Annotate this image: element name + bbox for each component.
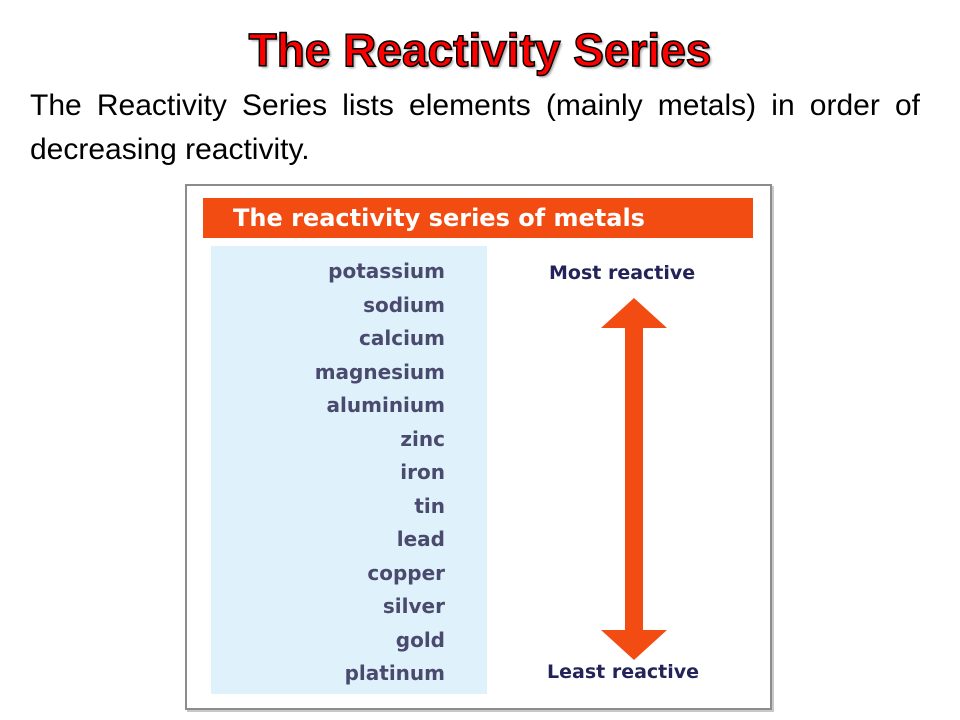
double-arrow-icon — [601, 298, 667, 660]
metal-zinc: zinc — [400, 427, 445, 451]
figure-banner: The reactivity series of metals — [203, 198, 753, 238]
reactivity-figure — [185, 184, 772, 710]
metal-copper: copper — [367, 561, 445, 585]
metal-platinum: platinum — [344, 661, 445, 685]
metal-tin: tin — [414, 494, 445, 518]
metal-lead: lead — [396, 527, 445, 551]
metal-list-panel — [211, 246, 487, 694]
metal-silver: silver — [382, 594, 445, 618]
arrow-head-up — [601, 298, 667, 660]
intro-text: The Reactivity Series lists elements (mainly metals) in order of decreasing reactivity. — [30, 89, 920, 166]
metal-calcium: calcium — [359, 326, 445, 350]
metal-gold: gold — [395, 628, 445, 652]
metal-sodium: sodium — [363, 293, 445, 317]
metal-magnesium: magnesium — [314, 360, 445, 384]
metal-iron: iron — [400, 460, 445, 484]
slide-title: The Reactivity Series — [248, 24, 712, 76]
least-reactive-label: Least reactive — [547, 661, 700, 683]
metal-aluminium: aluminium — [326, 393, 445, 417]
most-reactive-label: Most reactive — [549, 262, 696, 284]
metal-potassium: potassium — [328, 259, 445, 283]
